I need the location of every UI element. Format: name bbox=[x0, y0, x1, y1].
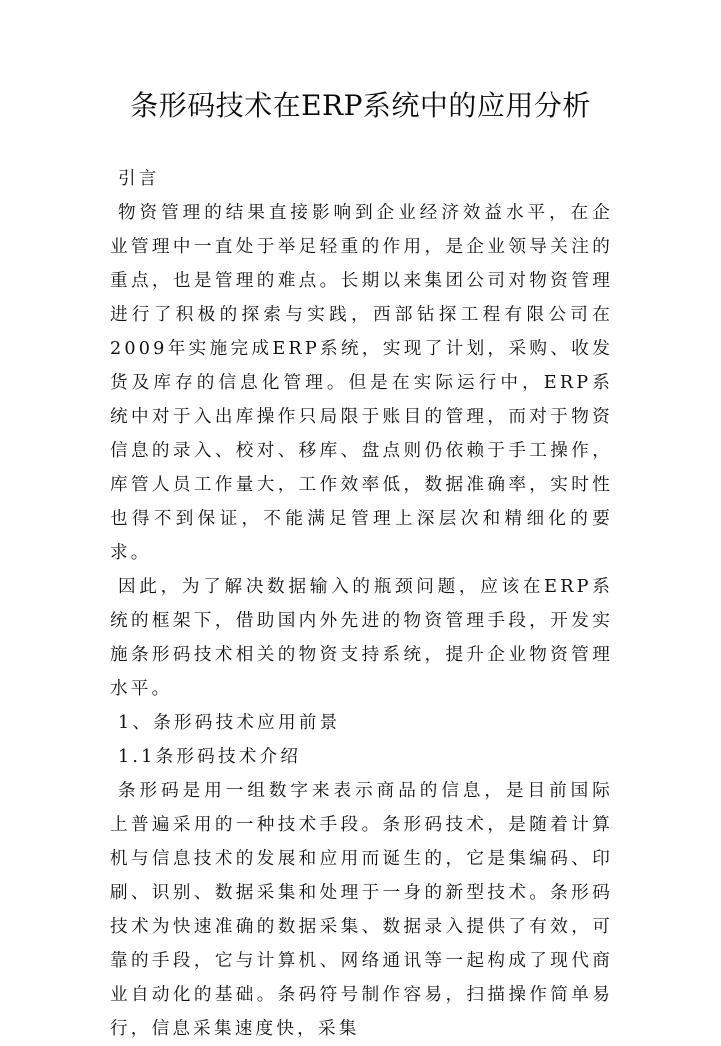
paragraph-intro-1: 物资管理的结果直接影响到企业经济效益水平，在企业管理中一直处于举足轻重的作用，是企业领导关注的重点，也是管理的难点。长期以来集团公司对物资管理进行了积极的探索与实践，西部钻探工程有限公司在2009年实施完成ERP系统，实现了计划，采购、收发货及库存的信息化管理。但是在实际运行中，ERP系统中对于入出库操作只局限于账目的管理，而对于物资信息的录入、校对、移库、盘点则仍依赖于手工操作，库管人员工作量大，工作效率低，数据准确率，实时性也得不到保证，不能满足管理上深层次和精细化的要求。 bbox=[110, 203, 613, 563]
section-heading-1-1: 1.1条形码技术介绍 bbox=[118, 747, 302, 767]
paragraph-1-1-1: 条形码是用一组数字来表示商品的信息，是目前国际上普遍采用的一种技术手段。条形码技术，是随着计算机与信息技术的发展和应用而诞生的，它是集编码、印刷、识别、数据采集和处理于一身的新型技术。条形码技术为快速准确的数据采集、数据录入提供了有效，可靠的手段，它与计算机、网络通讯等一起构成了现代商业自动化的基础。条码符号制作容易，扫描操作简单易行，信息采集速度快，采集 bbox=[110, 781, 613, 1039]
paragraph-intro-2: 因此，为了解决数据输入的瓶颈问题，应该在ERP系统的框架下，借助国内外先进的物资管理手段，开发实施条形码技术相关的物资支持系统，提升企业物资管理水平。 bbox=[110, 577, 613, 699]
section-heading-1: 1、条形码技术应用前景 bbox=[118, 713, 341, 733]
document-body bbox=[110, 162, 613, 1046]
document-title: 条形码技术在ERP系统中的应用分析 bbox=[130, 89, 591, 122]
section-heading-intro: 引言 bbox=[118, 169, 160, 189]
